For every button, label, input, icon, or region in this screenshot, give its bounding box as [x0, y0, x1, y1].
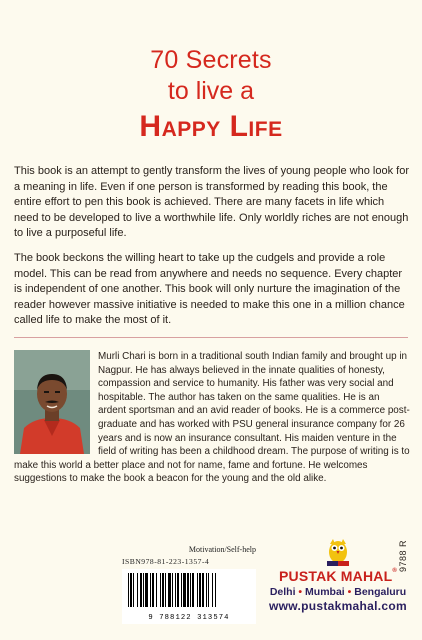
city-mumbai: Mumbai — [305, 586, 345, 598]
barcode-bar — [130, 573, 132, 607]
publisher-cities — [258, 586, 418, 598]
barcode — [122, 569, 256, 624]
barcode-bar — [183, 573, 186, 607]
barcode-block — [122, 545, 256, 624]
title-line-1: 70 Secrets — [150, 46, 272, 74]
barcode-bar — [168, 573, 171, 607]
publisher-name: PUSTAK MAHAL® — [279, 568, 397, 584]
barcode-bar — [206, 573, 207, 607]
barcode-bar — [202, 573, 204, 607]
barcode-bar — [208, 573, 209, 607]
barcode-bar — [150, 573, 151, 607]
blurb-paragraph-1: This book is an attempt to gently transform the lives of young people who look for a meaning in life. Even if one person is transformed by reading this book, the entire effort to pen this book is achieved. There are many facets in life which need to be developed to live a worthwhile life. Only worldly riches are not enough to live a purposeful life. — [14, 165, 409, 240]
barcode-bar — [187, 573, 189, 607]
barcode-bar — [190, 573, 191, 607]
barcode-bar — [162, 573, 164, 607]
barcode-bar — [177, 573, 179, 607]
barcode-bar — [212, 573, 213, 607]
blurb-paragraph-2: The book beckons the willing heart to take up the cudgels and provide a role model. This can be read from anywhere and needs no sequence. Every chapter is independent of one another. This book will only nurture the imagination of the reader however massive initiative is needed to make this one in a million chance called life to make the most of it. — [14, 251, 405, 327]
barcode-bar — [175, 573, 176, 607]
city-separator: • — [347, 586, 352, 598]
barcode-bar — [133, 573, 134, 607]
photo-spacer — [14, 350, 98, 457]
barcode-bar — [192, 573, 194, 607]
barcode-bars — [126, 573, 252, 607]
city-separator: • — [298, 586, 303, 598]
barcode-bar — [128, 573, 129, 607]
barcode-bar — [181, 573, 182, 607]
side-code: 9788 R — [398, 539, 408, 572]
city-bengaluru: Bengaluru — [354, 586, 407, 598]
barcode-bar — [152, 573, 154, 607]
publisher-url: www.pustakmahal.com — [269, 599, 407, 613]
category-label: Motivation/Self-help — [188, 545, 256, 554]
barcode-digits: 9 788122 313574 — [148, 614, 230, 622]
isbn-label: ISBN978-81-223-1357-4 — [122, 557, 210, 566]
barcode-bar — [160, 573, 161, 607]
barcode-bar — [156, 573, 157, 607]
author-bio-text: Murli Chari is born in a traditional south Indian family and brought up in Nagpur. He has always believed in the innate qualities of honesty, compassion and service to humanity. His father was very social and hospitable. The author has taken on the same qualities. He is an ardent sportsman and an avid reader of books. He is a commerce post-graduate and has worked with PSU general insurance company for 26 years and is now an insurance consultant. His maiden venture in the field of writing has been a childhood dream. The purpose of writing is to make this world a better place and not for name, fame and fortune. He welcomes suggestions to make the book a beacon for the young and the old alike. — [14, 351, 410, 485]
book-blurb — [14, 164, 410, 338]
barcode-bar — [165, 573, 166, 607]
title-line-2: to live a — [167, 77, 255, 105]
barcode-bar — [199, 573, 201, 607]
author-bio — [14, 350, 410, 486]
barcode-bar — [143, 573, 144, 607]
barcode-bar — [172, 573, 173, 607]
city-delhi: Delhi — [269, 586, 296, 598]
barcode-bar — [137, 573, 138, 607]
section-divider — [14, 337, 408, 338]
book-title — [0, 48, 422, 142]
title-line-3: Happy Life — [139, 110, 283, 143]
barcode-bar — [145, 573, 148, 607]
barcode-bar — [215, 573, 216, 607]
barcode-bar — [140, 573, 142, 607]
owl-logo-icon — [322, 538, 354, 568]
barcode-bar — [197, 573, 198, 607]
publisher-block — [258, 540, 418, 613]
